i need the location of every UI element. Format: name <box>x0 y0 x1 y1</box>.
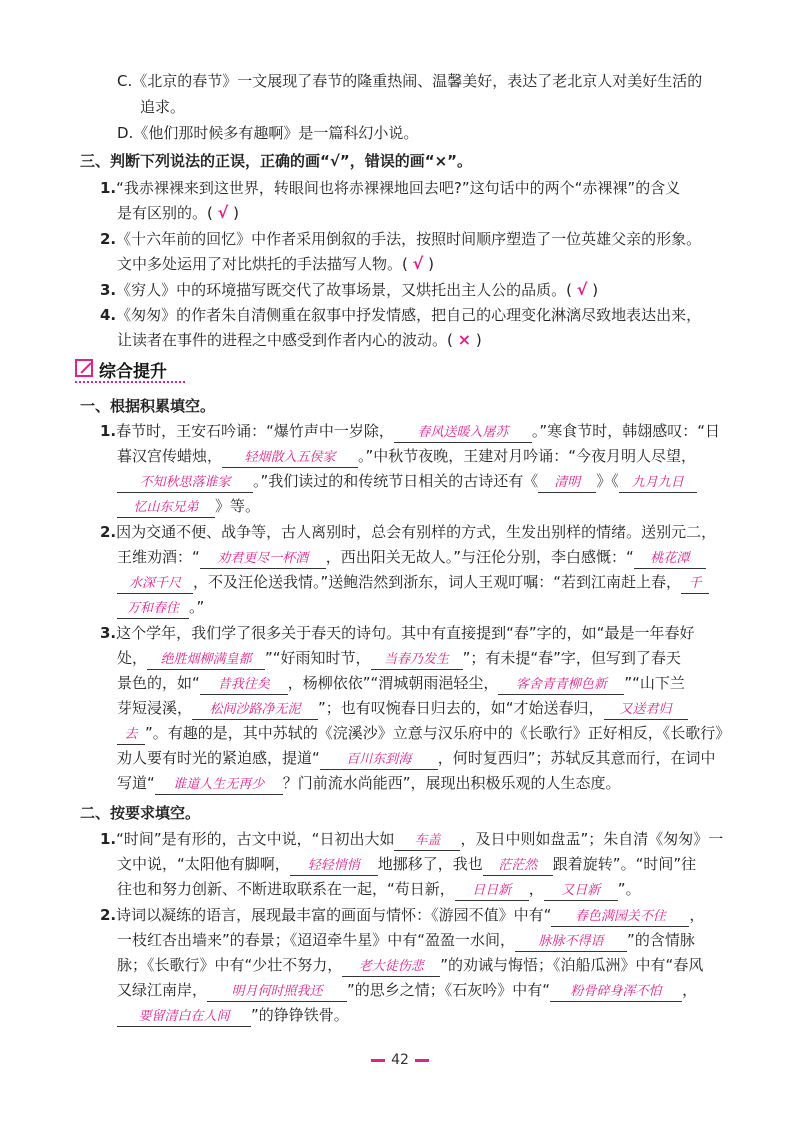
band-title: 综合提升 <box>99 362 167 382</box>
judge-q2-answer: √ <box>412 254 424 273</box>
answer-blank: 春色满园关不住 <box>551 908 689 927</box>
fill-q1-line4: 忆山东兄弟 》等。 <box>117 495 260 518</box>
fill-q3-line6: 劝人要有时光的紧迫感，提道“ 百川东到海 ，何时复西归”；苏轼反其意而行，在词中 <box>117 747 716 770</box>
answer-blank: 脉脉不得语 <box>515 933 627 952</box>
answer-blank: 水深千尺 <box>117 575 193 594</box>
fill-q1-line2: 暮汉宫传蜡烛， 轻烟散入五侯家 。”中秋节夜晚，王建对月吟诵：“今夜月明人尽望， <box>117 445 696 468</box>
fill-q2-line4: 万和春住 。” <box>117 596 204 619</box>
judge-q4-line1: 4.《匆匆》的作者朱自清侧重在叙事中抒发情感，把自己的心理变化淋漓尽致地表达出来， <box>100 306 702 324</box>
section-heading-judge: 三、判断下列说法的正误，正确的画“√”，错误的画“×”。 <box>80 152 473 170</box>
answer-blank: 日日新 <box>455 882 529 901</box>
answer-blank: 去 <box>117 726 145 745</box>
judge-q2-line1: 2.《十六年前的回忆》中作者采用倒叙的手法，按照时间顺序塑造了一位英雄父亲的形象。 <box>100 230 702 248</box>
answer-blank: 绝胜烟柳满皇都 <box>147 651 265 670</box>
answer-blank: 九月九日 <box>619 474 697 493</box>
answer-blank: 不知秋思落谁家 <box>117 474 253 493</box>
answer-blank: 轻轻悄悄 <box>290 857 378 876</box>
judge-q1-line2: 是有区别的。( √ ) <box>117 203 239 222</box>
fill-q1-line3: 不知秋思落谁家 。”我们读过的和传统节日相关的古诗还有《 清明 》《 九月九日 <box>117 470 697 493</box>
answer-blank: 轻烟散入五侯家 <box>222 449 358 468</box>
req-q2-line3: 脉；《长歌行》中有“少壮不努力， 老大徒伤悲 ”的劝诫与悔悟；《泊船瓜洲》中有“春风 <box>117 954 703 977</box>
answer-blank: 劝君更尽一杯酒 <box>200 550 326 569</box>
option-c: C.《北京的春节》一文展现了春节的隆重热闹、温馨美好，表达了老北京人对美好生活的 <box>117 72 703 90</box>
answer-blank: 粉骨碎身浑不怕 <box>550 983 682 1002</box>
page-number-bar-right <box>415 1059 429 1062</box>
page-number-bar-left <box>371 1059 385 1062</box>
judge-q4-answer: × <box>457 330 472 349</box>
answer-blank: 要留清白在人间 <box>117 1008 251 1027</box>
answer-blank: 清明 <box>538 474 596 493</box>
judge-q3-line1: 3.《穷人》中的环境描写既交代了故事场景，又烘托出主人公的品质。( √ ) <box>100 280 599 299</box>
req-q2-line4: 又绿江南岸， 明月何时照我还 ”的思乡之情；《石灰吟》中有“ 粉骨碎身浑不怕 ， <box>117 979 697 1002</box>
answer-blank: 老大徒伤悲 <box>342 958 440 977</box>
req-q1-line1: 1.“时间”是有形的，古文中说，“日初出大如 车盖 ，及日中则如盘盂”；朱自清《匆匆》一 <box>100 828 723 851</box>
answer-blank: 万和春住 <box>117 600 189 619</box>
answer-blank: 客舍青青柳色新 <box>498 676 624 695</box>
answer-blank: 明月何时照我还 <box>207 983 347 1002</box>
fill-q2-line2: 王维劝酒：“ 劝君更尽一杯酒 ，西出阳关无故人。”与汪伦分别，李白感慨：“ 桃花潭 <box>117 546 706 569</box>
req-q2-line2: 一枝红杏出墙来”的春景；《迢迢牵牛星》中有“盈盈一水间， 脉脉不得语 ”的含情脉 <box>117 929 695 952</box>
answer-blank: 松间沙路净无泥 <box>192 701 318 720</box>
req-q2-line1: 2.诗词以凝练的语言，展现最丰富的画面与情怀：《游园不值》中有“ 春色满园关不住 ， <box>100 904 704 927</box>
answer-blank: 又送君归 <box>604 701 688 720</box>
fill-q3-line3: 景色的，如“ 昔我往矣 ，杨柳依依”“渭城朝雨浥轻尘， 客舍青青柳色新 ”“山下兰 <box>117 672 685 695</box>
pencil-note-icon <box>75 359 93 377</box>
page-number: 42 <box>0 1052 800 1068</box>
judge-q4-line2: 让读者在事件的进程之中感受到作者内心的波动。( × ) <box>117 330 482 349</box>
answer-blank: 谁道人生无再少 <box>155 776 283 795</box>
judge-q1-line1: 1.“我赤裸裸来到这世界，转眼间也将赤裸裸地回去吧?”这句话中的两个“赤裸裸”的含义 <box>100 179 681 197</box>
req-q1-line2: 文中说，“太阳他有脚啊， 轻轻悄悄 地挪移了，我也 茫茫然 跟着旋转”。“时间”往 <box>117 853 696 876</box>
req-q1-line3: 往也和努力创新、不断进取联系在一起，“苟日新， 日日新 ， 又日新 ”。 <box>117 878 641 901</box>
judge-q1-answer: √ <box>217 203 229 222</box>
req-q2-line5: 要留清白在人间 ”的铮铮铁骨。 <box>117 1004 349 1027</box>
answer-blank: 忆山东兄弟 <box>117 499 215 518</box>
fill-q2-line1: 2.因为交通不便、战争等，古人离别时，总会有别样的方式，生发出别样的情绪。送别元二， <box>100 523 717 541</box>
section-band <box>75 359 185 383</box>
answer-blank: 桃花潭 <box>634 550 706 569</box>
fill-q3-line2: 处， 绝胜烟柳满皇都 ”“好雨知时节， 当春乃发生 ”；有未提“春”字，但写到了春天 <box>117 647 681 670</box>
fill-q1-line1: 1.春节时，王安石吟诵：“爆竹声中一岁除， 春风送暖入屠苏 。”寒食节时，韩翃感叹：“日 <box>100 420 720 443</box>
answer-blank: 又日新 <box>544 882 618 901</box>
answer-blank: 千 <box>681 575 709 594</box>
fill-q3-line1: 3.这个学年，我们学了很多关于春天的诗句。其中有直接提到“春”字的，如“最是一年春好 <box>100 624 695 642</box>
answer-blank: 车盖 <box>394 832 460 851</box>
judge-q2-line2: 文中多处运用了对比烘托的手法描写人物。( √ ) <box>117 254 434 273</box>
section-heading-requirements: 二、按要求填空。 <box>80 804 201 822</box>
answer-blank: 春风送暖入屠苏 <box>394 424 532 443</box>
judge-q3-answer: √ <box>576 280 588 299</box>
fill-q3-line5: 去 ”。有趣的是，其中苏轼的《浣溪沙》立意与汉乐府中的《长歌行》正好相反，《长歌行》 <box>117 722 730 745</box>
answer-blank: 昔我往矣 <box>200 676 288 695</box>
answer-blank: 当春乃发生 <box>371 651 463 670</box>
answer-blank: 茫茫然 <box>483 857 553 876</box>
answer-blank: 百川东到海 <box>320 751 438 770</box>
fill-q3-line7: 写道“ 谁道人生无再少 ？门前流水尚能西”，展现出积极乐观的人生态度。 <box>117 772 621 795</box>
fill-q2-line3: 水深千尺 ，不及汪伦送我情。”送鲍浩然到浙东，词人王观叮嘱：“若到江南赶上春， 千 <box>117 571 709 594</box>
option-c-cont: 追求。 <box>140 98 186 116</box>
section-heading-fill: 一、根据积累填空。 <box>80 397 216 415</box>
fill-q3-line4: 芽短浸溪， 松间沙路净无泥 ”；也有叹惋春日归去的，如“才始送春归， 又送君归 <box>117 697 688 720</box>
option-d: D.《他们那时候多有趣啊》是一篇科幻小说。 <box>117 124 419 142</box>
